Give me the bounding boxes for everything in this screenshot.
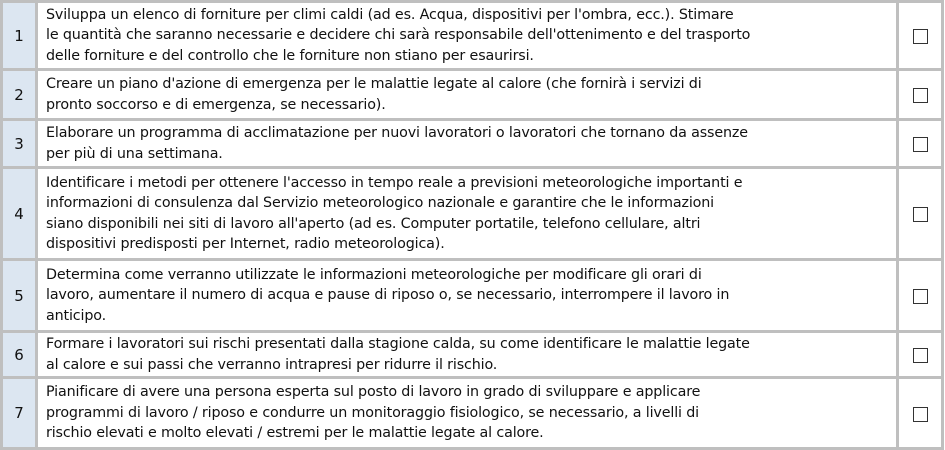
text-line: Identificare i metodi per ottenere l'accesso in tempo reale a previsioni meteorologiche importanti e xyxy=(46,174,743,191)
row-text xyxy=(37,120,898,168)
text-line: per più di una settimana. xyxy=(46,145,223,162)
checkbox-cell xyxy=(898,2,943,70)
checkbox[interactable] xyxy=(913,289,928,304)
text-line: Pianificare di avere una persona esperta sul posto di lavoro in grado di sviluppare e applicare xyxy=(46,384,701,401)
row-text xyxy=(37,2,898,70)
table-row xyxy=(2,378,943,449)
row-number: 2 xyxy=(2,70,37,120)
text-line: Sviluppa un elenco di forniture per climi caldi (ad es. Acqua, dispositivi per l'ombra, ecc.). Stimare xyxy=(46,6,734,23)
table-row xyxy=(2,70,943,120)
text-line: le quantità che saranno necessarie e decidere chi sarà responsabile dell'ottenimento e del trasporto xyxy=(46,27,751,44)
checkbox-cell xyxy=(898,120,943,168)
text-line: rischio elevati e molto elevati / estremi per le malattie legate al calore. xyxy=(46,425,544,442)
text-line: Formare i lavoratori sui rischi presentati dalla stagione calda, su come identificare le malattie legate xyxy=(46,336,750,352)
checkbox-cell xyxy=(898,168,943,260)
text-line: lavoro, aumentare il numero di acqua e pause di riposo o, se necessario, interrompere il lavoro in xyxy=(46,287,730,304)
row-number: 3 xyxy=(2,120,37,168)
text-line: anticipo. xyxy=(46,307,106,324)
checklist-body xyxy=(2,2,943,449)
table-row xyxy=(2,332,943,378)
checkbox[interactable] xyxy=(913,207,928,222)
row-number: 5 xyxy=(2,260,37,332)
text-line: programmi di lavoro / riposo e condurre un monitoraggio fisiologico, se necessario, a livelli di xyxy=(46,404,699,421)
table-row xyxy=(2,120,943,168)
text-line: Determina come verranno utilizzate le informazioni meteorologiche per modificare gli orari di xyxy=(46,266,702,283)
table-row xyxy=(2,2,943,70)
text-line: informazioni di consulenza dal Servizio meteorologico nazionale e garantire che le informazioni xyxy=(46,195,714,211)
text-line: delle forniture e del controllo che le forniture non stiano per esaurirsi. xyxy=(46,47,534,64)
row-text xyxy=(37,260,898,332)
checkbox-cell xyxy=(898,70,943,120)
text-line: dispositivi predisposti per Internet, radio meteorologica). xyxy=(46,236,445,252)
text-line: Elaborare un programma di acclimatazione per nuovi lavoratori o lavoratori che tornano da assenze xyxy=(46,125,748,141)
row-number: 1 xyxy=(2,2,37,70)
table-row xyxy=(2,260,943,332)
row-number: 4 xyxy=(2,168,37,260)
row-number: 6 xyxy=(2,332,37,378)
checkbox[interactable] xyxy=(913,88,928,103)
row-text xyxy=(37,332,898,378)
checkbox[interactable] xyxy=(913,137,928,152)
table-row xyxy=(2,168,943,260)
text-line: Creare un piano d'azione di emergenza per le malattie legate al calore (che fornirà i servizi di xyxy=(46,76,702,92)
text-line: siano disponibili nei siti di lavoro all'aperto (ad es. Computer portatile, telefono cellulare, altri xyxy=(46,215,701,232)
checkbox-cell xyxy=(898,332,943,378)
checkbox[interactable] xyxy=(913,29,928,44)
row-text xyxy=(37,70,898,120)
row-text xyxy=(37,168,898,260)
checkbox[interactable] xyxy=(913,407,928,422)
text-line: pronto soccorso e di emergenza, se necessario). xyxy=(46,96,386,113)
text-line: al calore e sui passi che verranno intrapresi per ridurre il rischio. xyxy=(46,356,498,373)
row-number: 7 xyxy=(2,378,37,449)
checkbox-cell xyxy=(898,378,943,449)
row-text xyxy=(37,378,898,449)
checkbox[interactable] xyxy=(913,348,928,363)
checkbox-cell xyxy=(898,260,943,332)
